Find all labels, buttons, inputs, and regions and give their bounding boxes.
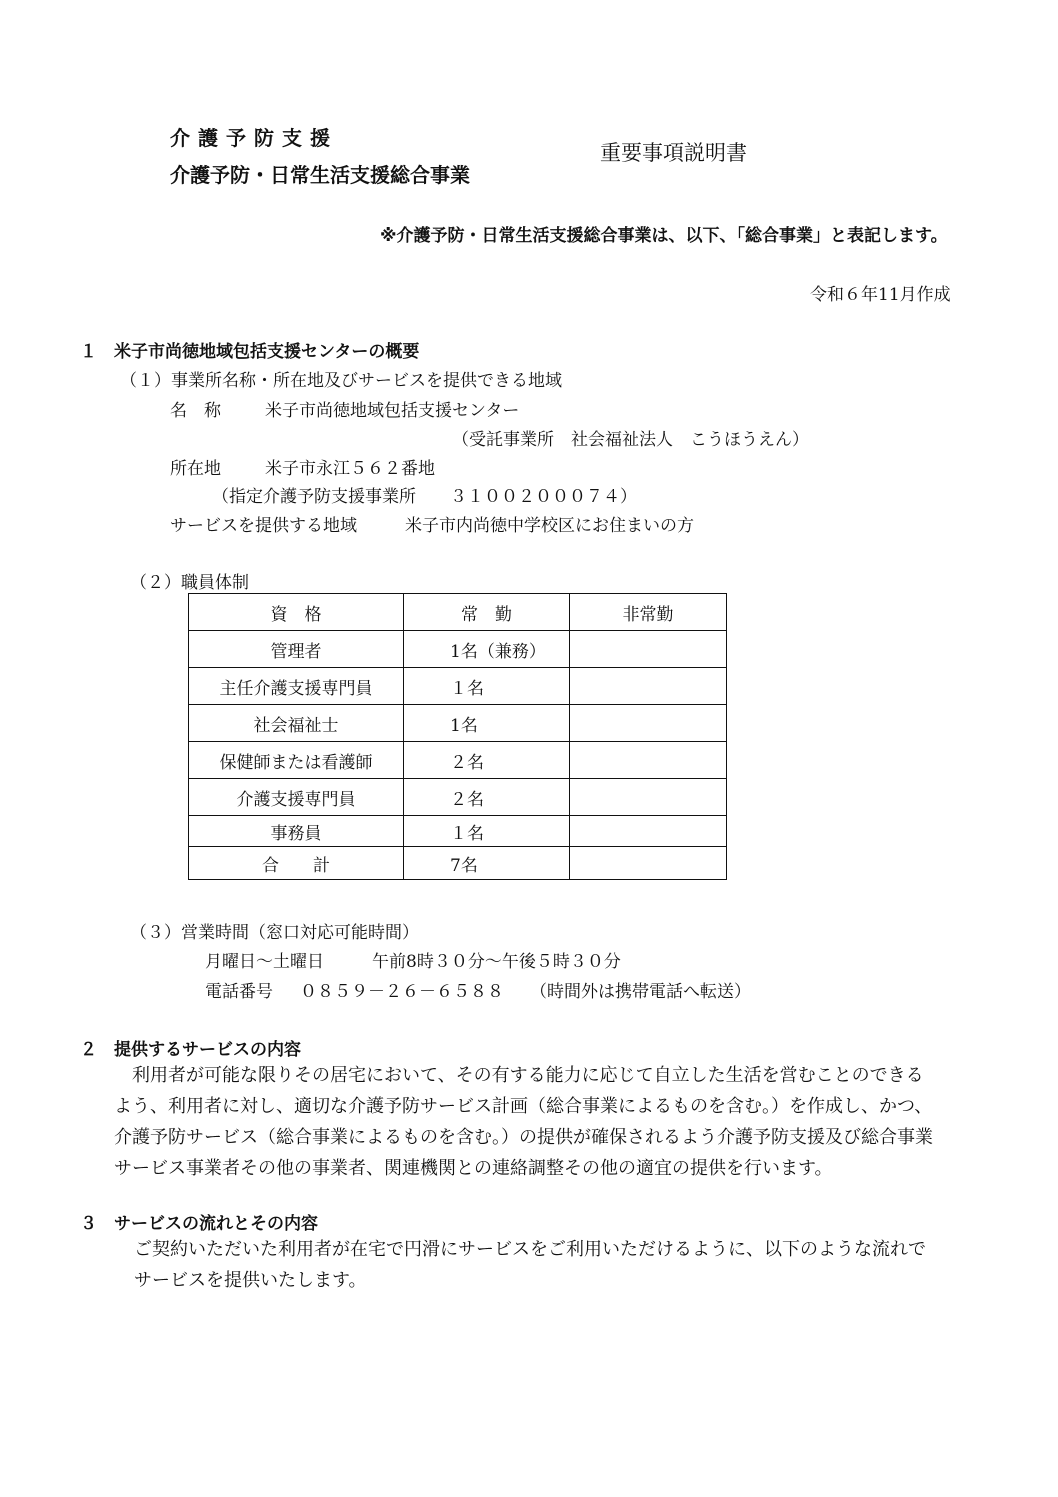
parttime-cell bbox=[570, 742, 727, 779]
area-value: 米子市内尚徳中学校区にお住まいの方 bbox=[405, 516, 694, 536]
parttime-cell bbox=[570, 668, 727, 705]
creation-date: 令和６年11月作成 bbox=[810, 285, 951, 305]
address-label: 所在地 bbox=[170, 459, 221, 479]
section2-line: サービス事業者その他の事業者、関連機関との連絡調整その他の適宜の提供を行います。 bbox=[114, 1158, 833, 1179]
sub2-heading: （２）職員体制 bbox=[130, 573, 249, 593]
phone-note: （時間外は携帯電話へ転送） bbox=[530, 982, 751, 1002]
business-days: 月曜日～土曜日 bbox=[205, 952, 324, 972]
document-name: 重要事項説明書 bbox=[600, 141, 747, 165]
table-total-row bbox=[189, 847, 727, 880]
address-value: 米子市永江５６２番地 bbox=[265, 459, 435, 479]
parttime-cell bbox=[570, 816, 727, 847]
section3-body bbox=[134, 1234, 1004, 1296]
fulltime-cell: １名 bbox=[404, 816, 570, 847]
table-row bbox=[189, 668, 727, 705]
area-label: サービスを提供する地域 bbox=[170, 516, 357, 536]
fulltime-cell: ２名 bbox=[404, 779, 570, 816]
qualification-cell: 社会福祉士 bbox=[189, 705, 404, 742]
name-value: 米子市尚徳地域包括支援センター bbox=[265, 401, 520, 421]
table-row bbox=[189, 742, 727, 779]
table-row bbox=[189, 816, 727, 847]
qualification-cell: 主任介護支援専門員 bbox=[189, 668, 404, 705]
fulltime-cell: １名 bbox=[404, 668, 570, 705]
qualification-cell: 管理者 bbox=[189, 631, 404, 668]
sub3-heading: （３）営業時間（窓口対応可能時間） bbox=[130, 923, 419, 943]
section2-body bbox=[114, 1060, 984, 1184]
parttime-cell bbox=[570, 705, 727, 742]
business-hours: 午前8時３０分～午後５時３０分 bbox=[372, 952, 621, 972]
section3-heading: ３ サービスの流れとその内容 bbox=[80, 1214, 318, 1234]
parttime-cell bbox=[570, 847, 727, 880]
column-header-fulltime: 常 勤 bbox=[404, 594, 570, 631]
fulltime-cell: 1名 bbox=[404, 705, 570, 742]
section3-line: ご契約いただいた利用者が在宅で円滑にサービスをご利用いただけるように、以下のような流れで bbox=[134, 1239, 926, 1260]
section2-line: 利用者が可能な限りその居宅において、その有する能力に応じて自立した生活を営むことのできる bbox=[132, 1065, 924, 1086]
column-header-qualification: 資 格 bbox=[189, 594, 404, 631]
table-row bbox=[189, 779, 727, 816]
title-line1: 介護予防支援 bbox=[170, 126, 338, 150]
qualification-cell: 事務員 bbox=[189, 816, 404, 847]
designation-number: （指定介護予防支援事業所 ３１００２０００７４） bbox=[212, 487, 637, 507]
fulltime-cell: ２名 bbox=[404, 742, 570, 779]
parttime-cell bbox=[570, 779, 727, 816]
table-row bbox=[189, 705, 727, 742]
phone-number: ０８５９－２６－６５８８ bbox=[300, 982, 504, 1002]
fulltime-cell: 7名 bbox=[404, 847, 570, 880]
sub1-heading: （１）事業所名称・所在地及びサービスを提供できる地域 bbox=[120, 371, 562, 391]
name-label: 名 称 bbox=[170, 401, 221, 421]
column-header-parttime: 非常勤 bbox=[570, 594, 727, 631]
section2-line: 介護予防サービス（総合事業によるものを含む。）の提供が確保されるよう介護予防支援及び総合事業 bbox=[114, 1127, 933, 1148]
contractor-note: （受託事業所 社会福祉法人 こうほうえん） bbox=[452, 430, 809, 450]
parttime-cell bbox=[570, 631, 727, 668]
section2-heading: ２ 提供するサービスの内容 bbox=[80, 1040, 301, 1060]
phone-label: 電話番号 bbox=[205, 982, 273, 1002]
qualification-cell: 合 計 bbox=[189, 847, 404, 880]
section3-line: サービスを提供いたします。 bbox=[134, 1270, 367, 1291]
section1-heading: １ 米子市尚徳地域包括支援センターの概要 bbox=[80, 342, 420, 362]
staff-table bbox=[188, 593, 727, 880]
table-header-row bbox=[189, 594, 727, 631]
fulltime-cell: 1名（兼務） bbox=[404, 631, 570, 668]
qualification-cell: 介護支援専門員 bbox=[189, 779, 404, 816]
qualification-cell: 保健師または看護師 bbox=[189, 742, 404, 779]
title-line2: 介護予防・日常生活支援総合事業 bbox=[170, 163, 470, 187]
table-row bbox=[189, 631, 727, 668]
notation-note: ※介護予防・日常生活支援総合事業は、以下、「総合事業」と表記します。 bbox=[380, 226, 948, 246]
section2-line: よう、利用者に対し、適切な介護予防サービス計画（総合事業によるものを含む。）を作成し、かつ、 bbox=[114, 1096, 933, 1117]
